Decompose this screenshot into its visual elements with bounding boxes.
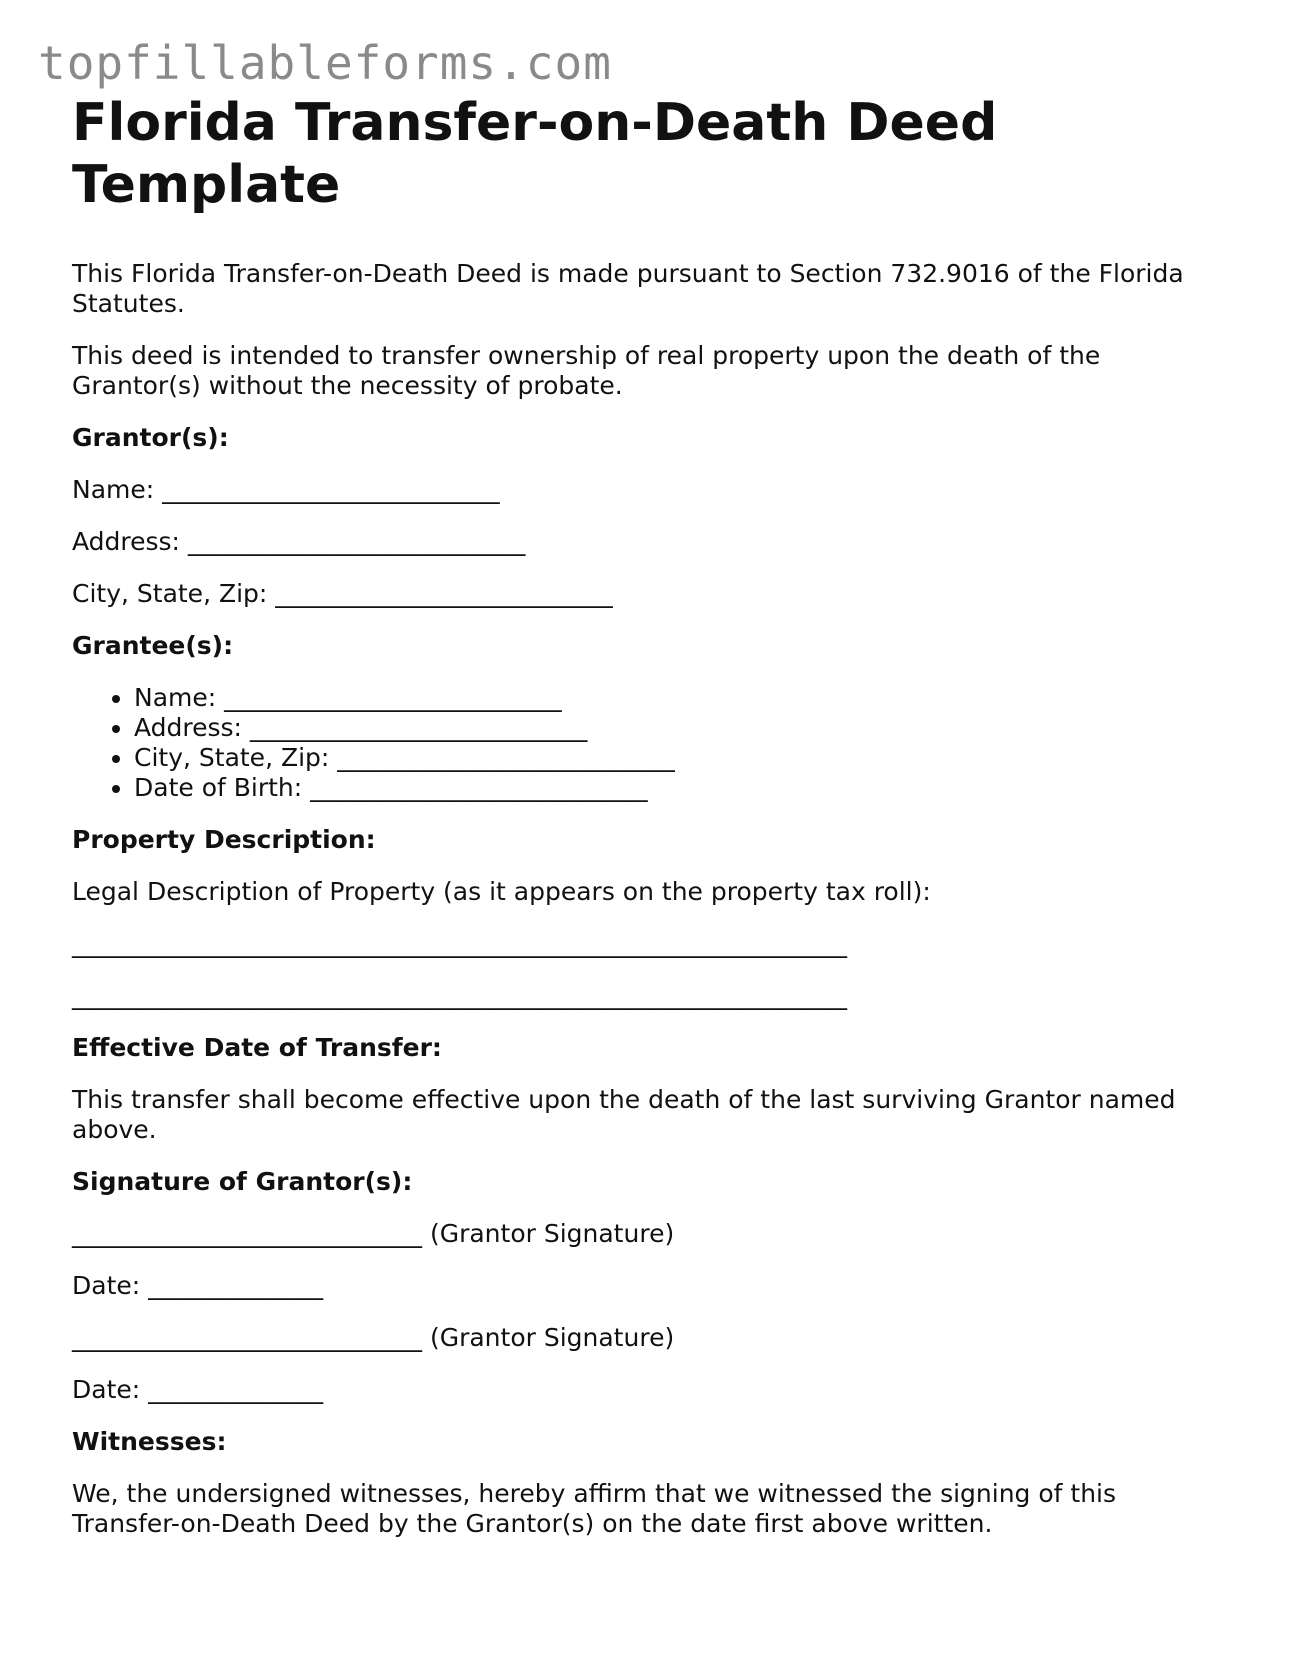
signature-date-field-2[interactable]: Date: ______________ [72,1375,324,1404]
grantor-address-field[interactable]: Address: ___________________________ [72,527,526,556]
effective-date-heading: Effective Date of Transfer: [72,1033,442,1062]
legal-description-line-2[interactable]: ______________________________________________________________ [72,981,847,1010]
grantee-heading: Grantee(s): [72,631,234,660]
intro-purpose-paragraph: This deed is intended to transfer ownership of real property upon the death of the Grantor(s) without the necessity of probate. [72,341,1101,400]
grantor-signature-line-1[interactable]: ____________________________ (Grantor Signature) [72,1219,675,1248]
grantor-name-field[interactable]: Name: ___________________________ [72,475,500,504]
grantee-fields-list [72,683,1232,803]
witnesses-affirmation-paragraph: We, the undersigned witnesses, hereby affirm that we witnessed the signing of this Transfer-on-Death Deed by the Grantor(s) on the date first above written. [72,1479,1117,1538]
grantee-city-state-zip-field[interactable]: • City, State, Zip: ___________________________ [134,743,1232,773]
legal-description-label: Legal Description of Property (as it appears on the property tax roll): [72,877,931,906]
witnesses-heading: Witnesses: [72,1427,227,1456]
grantee-name-field[interactable]: • Name: ___________________________ [134,683,1232,713]
grantor-signature-line-2[interactable]: ____________________________ (Grantor Signature) [72,1323,675,1352]
signature-date-field-1[interactable]: Date: ______________ [72,1271,324,1300]
intro-statute-paragraph: This Florida Transfer-on-Death Deed is made pursuant to Section 732.9016 of the Florida Statutes. [72,259,1184,318]
grantor-city-state-zip-field[interactable]: City, State, Zip: ___________________________ [72,579,613,608]
deed-document [72,92,1232,1539]
grantor-heading: Grantor(s): [72,423,229,452]
grantee-address-field[interactable]: • Address: ___________________________ [134,713,1232,743]
property-heading: Property Description: [72,825,376,854]
legal-description-line-1[interactable]: ______________________________________________________________ [72,929,847,958]
site-watermark: topfillableforms.com [38,36,612,90]
document-title: Florida Transfer-on-Death Deed Template [72,93,998,215]
grantee-date-of-birth-field[interactable]: • Date of Birth: ___________________________ [134,773,1232,803]
signature-heading: Signature of Grantor(s): [72,1167,413,1196]
effective-date-paragraph: This transfer shall become effective upon the death of the last surviving Grantor named above. [72,1085,1176,1144]
